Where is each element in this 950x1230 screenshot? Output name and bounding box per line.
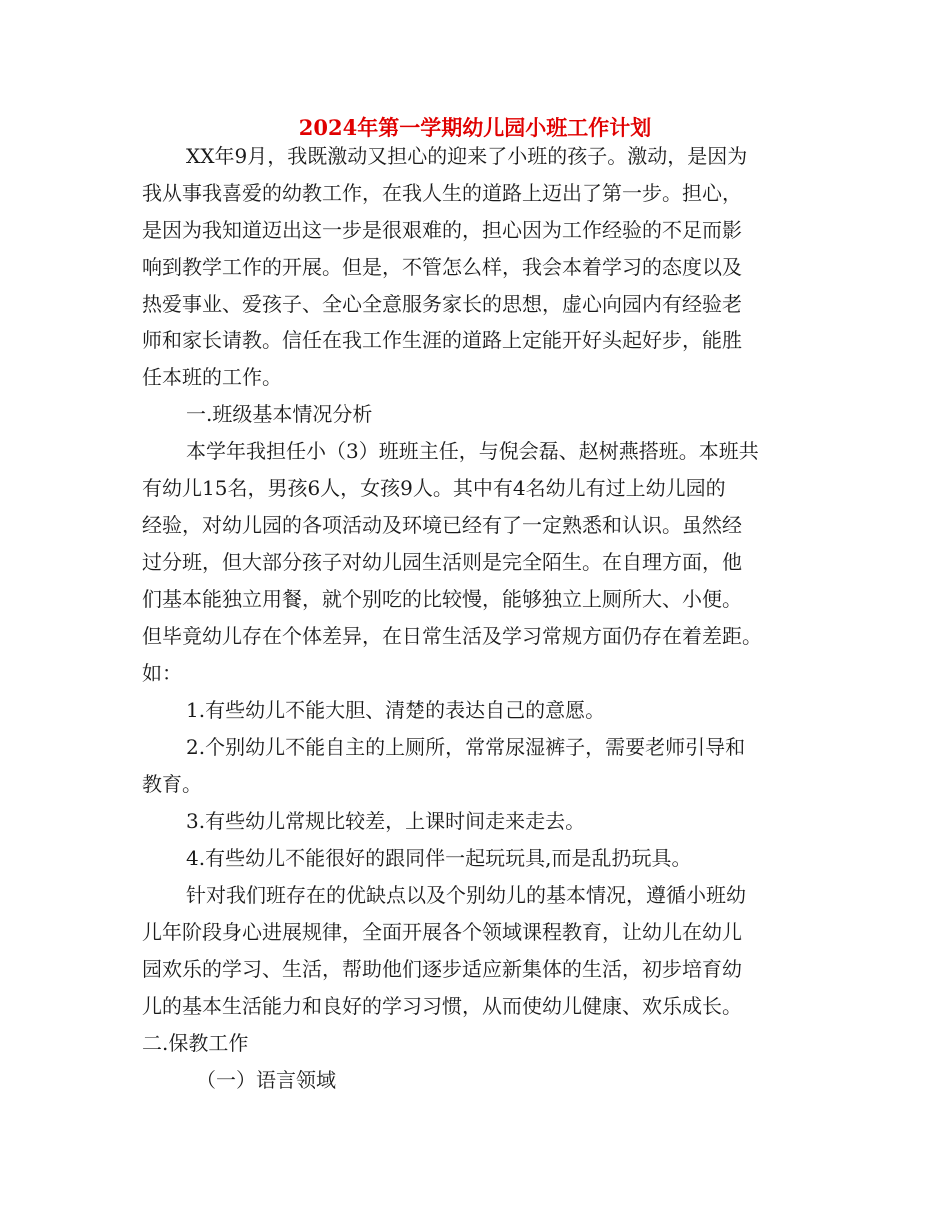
subsection-heading: （一）语言领域 xyxy=(196,1068,336,1092)
paragraph-line: 过分班，但大部分孩子对幼儿园生活则是完全陌生。在自理方面，他 xyxy=(142,550,742,574)
section-heading: 二.保教工作 xyxy=(142,1031,249,1055)
paragraph-line: 响到教学工作的开展。但是，不管怎么样，我会本着学习的态度以及 xyxy=(142,255,742,279)
list-item: 4.有些幼儿不能很好的跟同伴一起玩玩具,而是乱扔玩具。 xyxy=(186,846,692,870)
list-item: 1.有些幼儿不能大胆、清楚的表达自己的意愿。 xyxy=(186,698,606,722)
paragraph-line: 是因为我知道迈出这一步是很艰难的，担心因为工作经验的不足而影 xyxy=(142,218,742,242)
paragraph-line: 们基本能独立用餐，就个别吃的比较慢，能够独立上厕所大、小便。 xyxy=(142,587,742,611)
list-item-continuation: 教育。 xyxy=(142,772,202,796)
paragraph-line: 我从事我喜爱的幼教工作，在我人生的道路上迈出了第一步。担心， xyxy=(142,181,742,205)
paragraph-line: 热爱事业、爱孩子、全心全意服务家长的思想，虚心向园内有经验老 xyxy=(142,292,742,316)
list-item: 3.有些幼儿常规比较差，上课时间走来走去。 xyxy=(186,809,586,833)
paragraph-line: 儿的基本生活能力和良好的学习习惯，从而使幼儿健康、欢乐成长。 xyxy=(142,994,742,1018)
paragraph-line: 园欢乐的学习、生活，帮助他们逐步适应新集体的生活，初步培育幼 xyxy=(142,957,742,981)
paragraph-line: 本学年我担任小（3）班班主任，与倪会磊、赵树燕搭班。本班共 xyxy=(186,439,759,463)
paragraph-line: 经验，对幼儿园的各项活动及环境已经有了一定熟悉和认识。虽然经 xyxy=(142,513,742,537)
paragraph-line: 师和家长请教。信任在我工作生涯的道路上定能开好头起好步，能胜 xyxy=(142,328,742,352)
paragraph-line: 儿年阶段身心进展规律，全面开展各个领域课程教育，让幼儿在幼儿 xyxy=(142,920,742,944)
paragraph-line: 任本班的工作。 xyxy=(142,365,282,389)
list-item: 2.个别幼儿不能自主的上厕所，常常尿湿裤子，需要老师引导和 xyxy=(186,735,746,759)
paragraph-line: 针对我们班存在的优缺点以及个别幼儿的基本情况，遵循小班幼 xyxy=(186,883,746,907)
paragraph-line: XX年9月，我既激动又担心的迎来了小班的孩子。激动，是因为 xyxy=(186,144,748,168)
paragraph-line: 但毕竟幼儿存在个体差异，在日常生活及学习常规方面仍存在着差距。 xyxy=(142,624,762,648)
paragraph-line: 如： xyxy=(142,661,182,685)
paragraph-line: 有幼儿15名，男孩6人，女孩9人。其中有4名幼儿有过上幼儿园的 xyxy=(142,476,726,500)
section-heading: 一.班级基本情况分析 xyxy=(186,402,373,426)
document-title: 2024年第一学期幼儿园小班工作计划 xyxy=(298,115,652,140)
